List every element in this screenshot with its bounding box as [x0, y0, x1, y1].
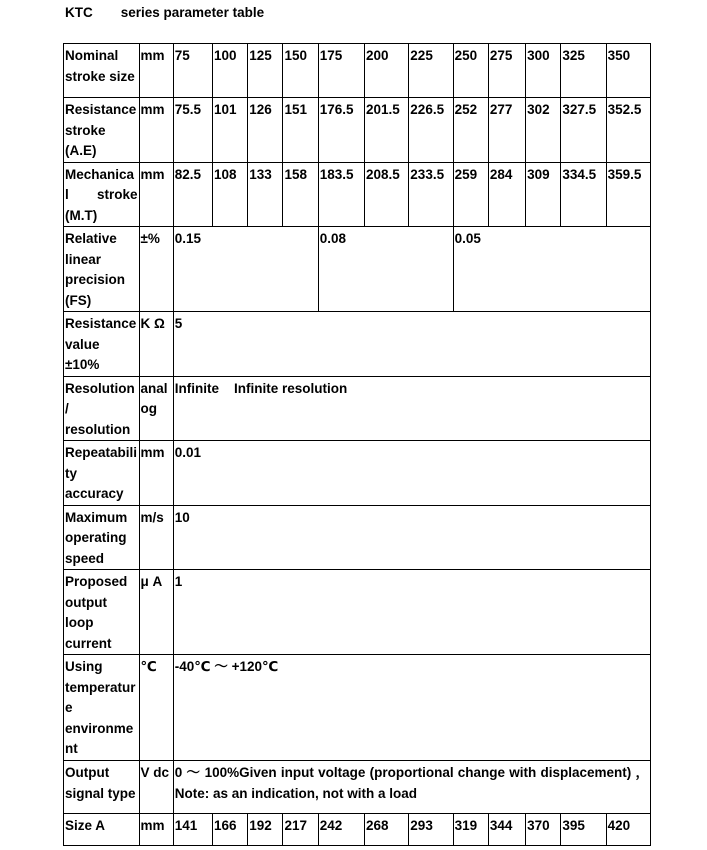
value-cell: 192: [248, 814, 283, 846]
param-name-cell: Relative linear precision (FS): [64, 227, 140, 312]
value-cell: 200: [365, 44, 409, 98]
value-cell: 208.5: [365, 162, 409, 227]
value-cell: 319: [453, 814, 488, 846]
value-cell: 250: [453, 44, 488, 98]
value-cell: 344: [488, 814, 525, 846]
value-cell: 175: [318, 44, 364, 98]
table-row: [64, 655, 651, 761]
value-cell: 150: [283, 44, 318, 98]
value-cell: 101: [212, 98, 247, 163]
table-row: [64, 570, 651, 655]
title-text: series parameter table: [120, 5, 265, 20]
value-cell: 225: [409, 44, 453, 98]
value-cell: 284: [488, 162, 525, 227]
unit-cell: m/s: [139, 505, 173, 570]
value-cell: 277: [488, 98, 525, 163]
value-cell: 327.5: [561, 98, 606, 163]
value-cell: 259: [453, 162, 488, 227]
value-cell: 359.5: [606, 162, 650, 227]
unit-cell: analog: [139, 376, 173, 441]
value-cell: 158: [283, 162, 318, 227]
unit-cell: mm: [139, 162, 173, 227]
value-cell: 1: [173, 570, 650, 655]
value-cell: 0.01: [173, 441, 650, 506]
param-name-cell: Using temperature environment: [64, 655, 140, 761]
table-row: [64, 505, 651, 570]
value-cell: 370: [526, 814, 561, 846]
value-cell: 252: [453, 98, 488, 163]
param-name-cell: Size A: [64, 814, 140, 846]
value-cell: 226.5: [409, 98, 453, 163]
table-row: [64, 98, 651, 163]
value-cell: 126: [248, 98, 283, 163]
table-row: [64, 441, 651, 506]
value-cell: 268: [365, 814, 409, 846]
unit-cell: mm: [139, 441, 173, 506]
unit-cell: K Ω: [139, 312, 173, 377]
table-row: [64, 162, 651, 227]
value-cell: 166: [212, 814, 247, 846]
value-cell: 183.5: [318, 162, 364, 227]
value-cell: 325: [561, 44, 606, 98]
value-cell: 350: [606, 44, 650, 98]
value-cell: 75: [173, 44, 212, 98]
value-cell: 141: [173, 814, 212, 846]
unit-cell: mm: [139, 814, 173, 846]
value-cell: 420: [606, 814, 650, 846]
table-row: [64, 376, 651, 441]
value-cell: 0 ～ 100%Given input voltage (proportional change with displacement) ， Note: as an indication, not with a load: [173, 761, 650, 814]
value-cell: 5: [173, 312, 650, 377]
param-name-cell: Resolution / resolution: [64, 376, 140, 441]
value-cell: 395: [561, 814, 606, 846]
value-cell: 133: [248, 162, 283, 227]
param-name-cell: Resistance value ±10%: [64, 312, 140, 377]
value-cell: 100: [212, 44, 247, 98]
value-cell: 82.5: [173, 162, 212, 227]
param-name-cell: Proposed output loop current: [64, 570, 140, 655]
value-cell: 300: [526, 44, 561, 98]
value-cell: 334.5: [561, 162, 606, 227]
unit-cell: μ A: [139, 570, 173, 655]
param-name-cell: Output signal type: [64, 761, 140, 814]
table-row: [64, 312, 651, 377]
table-row: [64, 227, 651, 312]
unit-cell: ℃: [139, 655, 173, 761]
table-row: [64, 761, 651, 814]
value-cell: 10: [173, 505, 650, 570]
value-cell: 309: [526, 162, 561, 227]
value-cell: 242: [318, 814, 364, 846]
value-cell: 275: [488, 44, 525, 98]
param-name-cell: Resistance stroke (A.E): [64, 98, 140, 163]
unit-cell: mm: [139, 98, 173, 163]
value-cell: 302: [526, 98, 561, 163]
value-cell: Infinite Infinite resolution: [173, 376, 650, 441]
value-cell: 201.5: [365, 98, 409, 163]
table-row: [64, 814, 651, 846]
param-name-cell: Nominal stroke size: [64, 44, 140, 98]
value-cell: 125: [248, 44, 283, 98]
value-cell: 176.5: [318, 98, 364, 163]
value-cell: -40℃ ～ +120℃: [173, 655, 650, 761]
model-name: KTC: [65, 5, 93, 20]
table-title: [65, 5, 264, 20]
value-cell: 233.5: [409, 162, 453, 227]
value-cell: 352.5: [606, 98, 650, 163]
value-cell: 151: [283, 98, 318, 163]
value-cell: 75.5: [173, 98, 212, 163]
value-cell: 293: [409, 814, 453, 846]
value-group-cell: 0.08: [318, 227, 453, 312]
param-name-cell: Repeatability accuracy: [64, 441, 140, 506]
param-name-cell: Mechanical stroke (M.T): [64, 162, 140, 227]
unit-cell: mm: [139, 44, 173, 98]
value-group-cell: 0.05: [453, 227, 650, 312]
parameter-table: [63, 43, 651, 846]
value-cell: 217: [283, 814, 318, 846]
value-cell: 108: [212, 162, 247, 227]
unit-cell: V dc: [139, 761, 173, 814]
value-group-cell: 0.15: [173, 227, 318, 312]
unit-cell: ±%: [139, 227, 173, 312]
table-row: [64, 44, 651, 98]
param-name-cell: Maximum operating speed: [64, 505, 140, 570]
